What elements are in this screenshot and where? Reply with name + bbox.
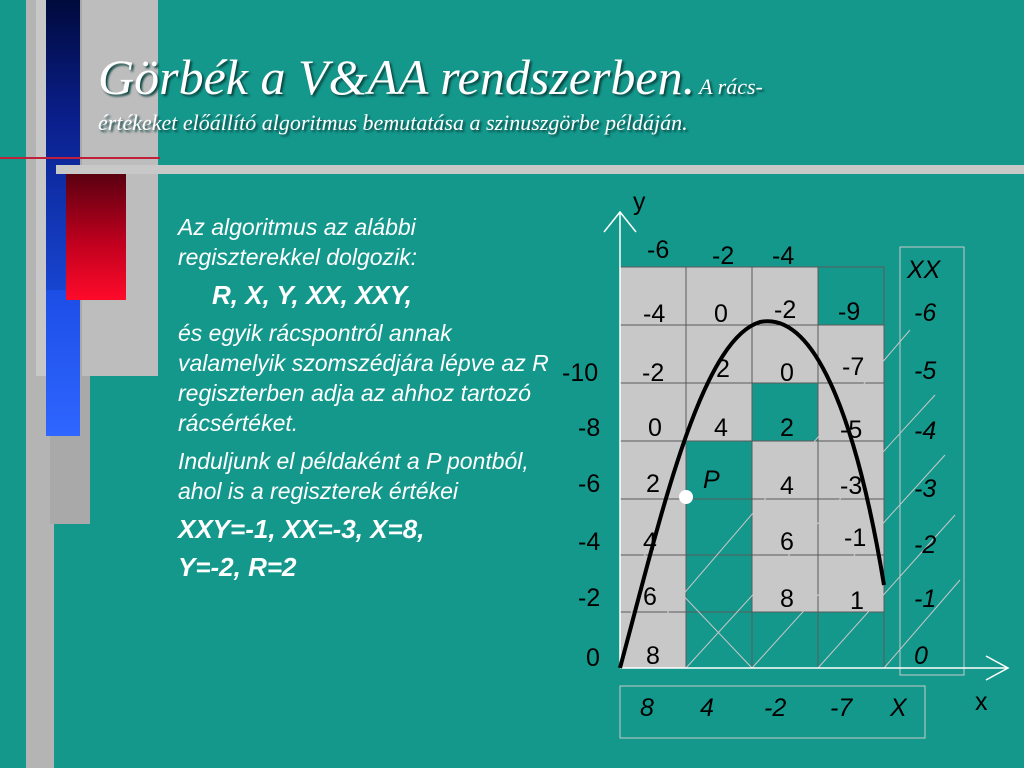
left-value: 0 — [586, 644, 600, 672]
grid-value: 6 — [780, 528, 794, 556]
top-value: -2 — [712, 242, 735, 270]
grid-value: -2 — [642, 359, 665, 387]
left-value: -4 — [578, 528, 601, 556]
register-values-1: XXY=-1, XX=-3, X=8, — [178, 514, 425, 544]
grid-value: 4 — [643, 528, 657, 556]
grid-value: 4 — [714, 414, 728, 442]
point-p-label: P — [703, 466, 720, 494]
xx-value: -1 — [914, 585, 937, 613]
x-value: -2 — [764, 694, 787, 722]
register-values-2: Y=-2, R=2 — [178, 552, 297, 582]
top-value: -4 — [772, 242, 795, 270]
title-sub-line2: értékeket előállító algoritmus bemutatása a szinuszgörbe példáján. — [98, 110, 688, 135]
x-value: 4 — [700, 694, 714, 722]
top-value: -6 — [647, 236, 670, 264]
grid-value: 2 — [646, 470, 660, 498]
grid-value: -7 — [842, 353, 865, 381]
grid-value: 0 — [714, 300, 728, 328]
x-value: -7 — [830, 694, 853, 722]
grid-value: 8 — [646, 642, 660, 670]
xx-value: -5 — [914, 357, 937, 385]
grid-value: 6 — [643, 583, 657, 611]
xx-value: -6 — [914, 299, 937, 327]
grid-value: 8 — [780, 585, 794, 613]
x-register-label: X — [890, 694, 907, 722]
grid-value: 0 — [780, 359, 794, 387]
paragraph-example: Induljunk el példaként a P pontból, ahol is a regiszterek értékei — [178, 448, 529, 504]
grid-value: 2 — [780, 414, 794, 442]
grid-value: -5 — [840, 416, 863, 444]
grid-value: -3 — [840, 472, 863, 500]
point-p-marker — [679, 490, 693, 504]
grid-value: 4 — [780, 472, 794, 500]
paragraph-intro: Az algoritmus az alábbi regiszterekkel dolgozik: — [178, 214, 418, 270]
xx-label: XX — [907, 256, 941, 284]
grid-value: -2 — [774, 296, 797, 324]
title-sub-line1: A rács- — [699, 74, 763, 99]
paragraph-description: és egyik rácspontról annak valamelyik szomszédjára lépve az R regiszterben adja az ahhoz tartozó rácsértéket. — [178, 320, 549, 436]
registers-list: R, X, Y, XX, XXY, — [212, 280, 412, 310]
left-value: -2 — [578, 584, 601, 612]
x-value: 8 — [640, 694, 654, 722]
xx-value: -3 — [914, 475, 937, 503]
grid-value: 0 — [648, 414, 662, 442]
left-value: -6 — [578, 470, 601, 498]
left-value: -8 — [578, 414, 601, 442]
title-main: Görbék a V&AA rendszerben. — [98, 49, 696, 105]
grid-value: -4 — [643, 300, 666, 328]
xx-value: -4 — [914, 417, 937, 445]
xx-value: 0 — [914, 642, 928, 670]
xx-value: -2 — [914, 531, 937, 559]
grid-value: -1 — [844, 524, 867, 552]
axis-y-label: y — [633, 188, 646, 216]
grid-value: -9 — [838, 298, 861, 326]
grid-value: 2 — [716, 355, 730, 383]
grid-value: 1 — [850, 587, 864, 615]
left-value: -10 — [562, 359, 599, 387]
axis-x-label: x — [975, 688, 988, 716]
